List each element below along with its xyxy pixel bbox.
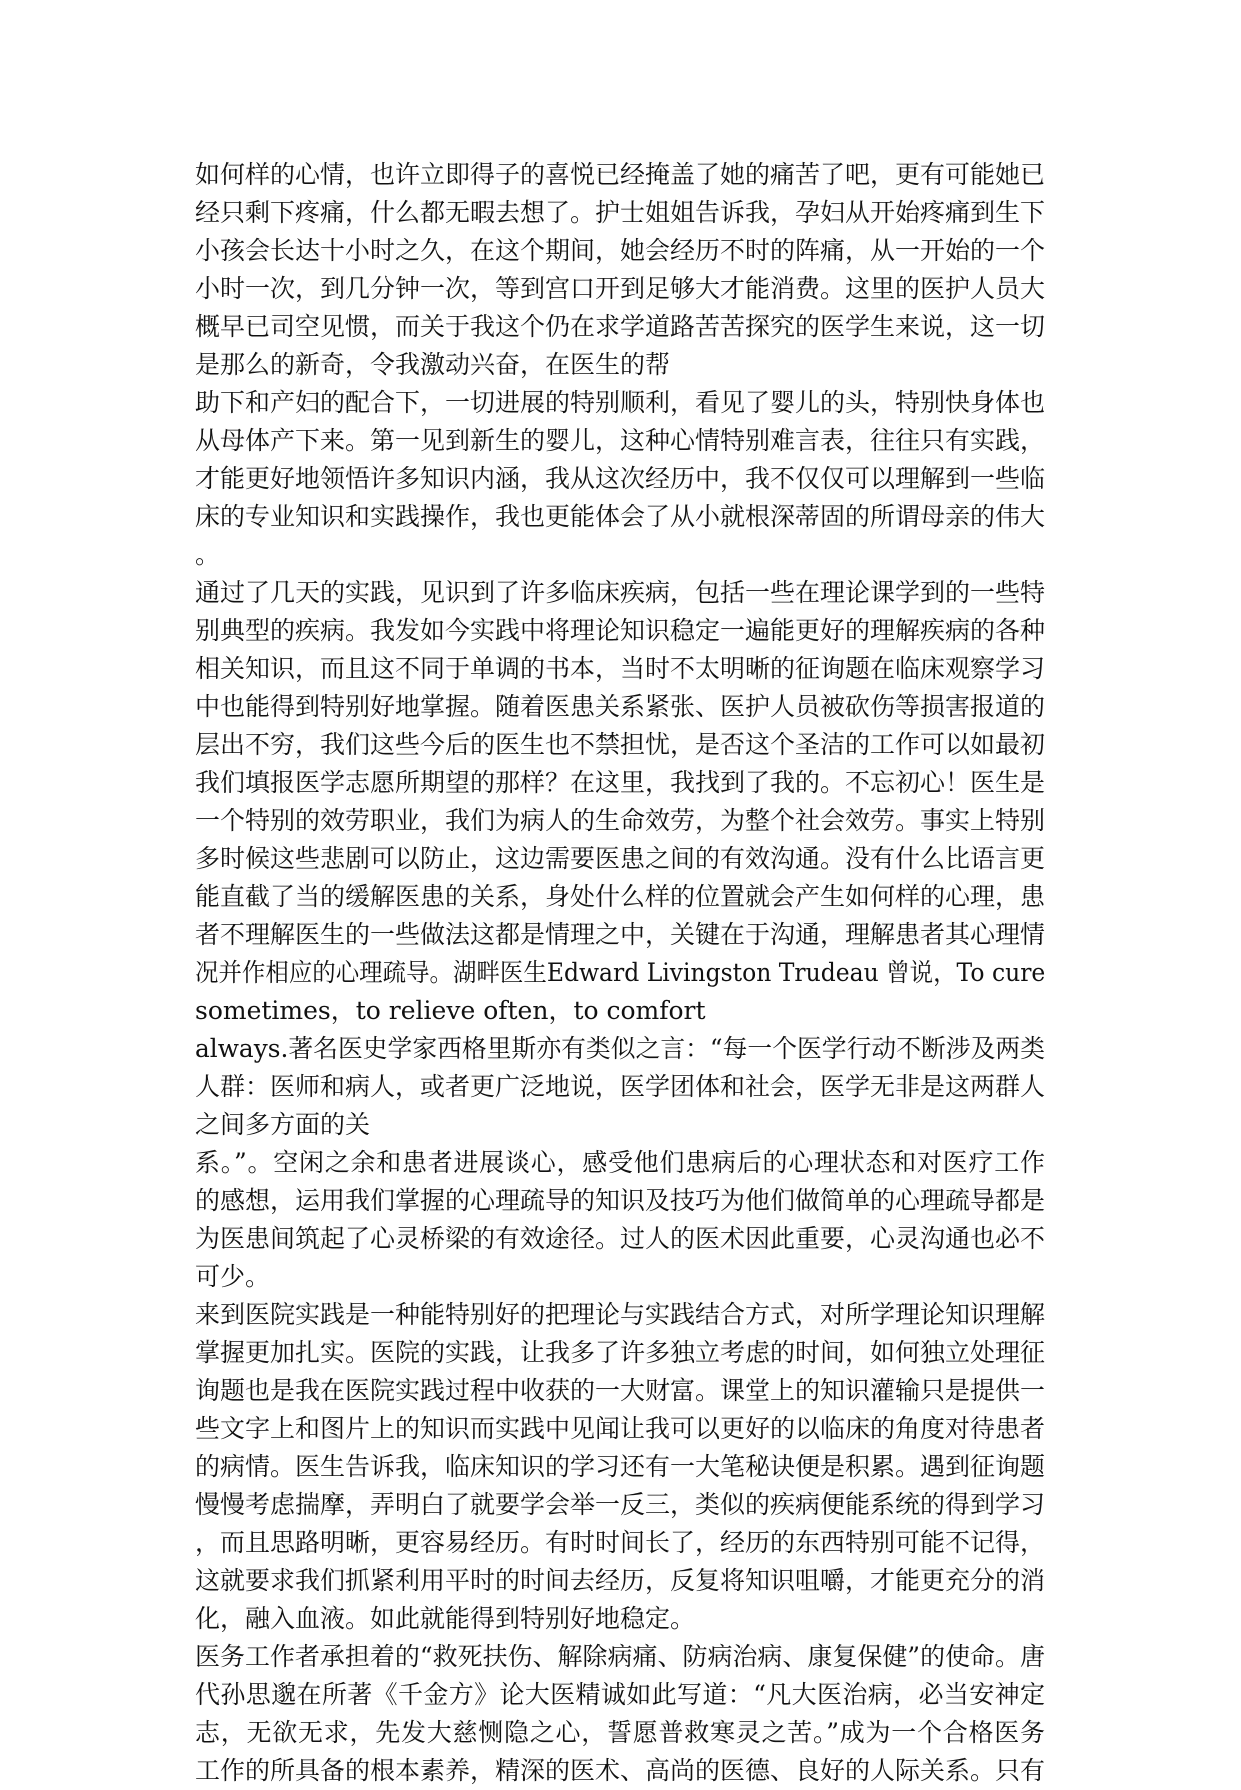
text-line: 是那么的新奇，令我激动兴奋，在医生的帮	[195, 350, 671, 379]
text-line: 掌握更加扎实。医院的实践，让我多了许多独立考虑的时间，如何独立处理征	[195, 1338, 1046, 1367]
text-line: 慢慢考虑揣摩，弄明白了就要学会举一反三，类似的疾病便能系统的得到学习	[195, 1490, 1046, 1519]
text-line: 一个特别的效劳职业，我们为病人的生命效劳，为整个社会效劳。事实上特别	[195, 806, 1046, 835]
text-line: 通过了几天的实践，见识到了许多临床疾病，包括一些在理论课学到的一些特	[195, 578, 1046, 607]
text-line: 志，无欲无求，先发大慈恻隐之心，誓愿普救寒灵之苦。”成为一个合格医务	[195, 1718, 1045, 1747]
text-line: 从母体产下来。第一见到新生的婴儿，这种心情特别难言表，往往只有实践，	[195, 426, 1046, 455]
text-line: 代孙思邈在所著《千金方》论大医精诚如此写道：“凡大医治病，必当安神定	[195, 1680, 1045, 1709]
text-line: 者不理解医生的一些做法这都是情理之中，关键在于沟通，理解患者其心理情	[195, 920, 1046, 949]
text-line: 这就要求我们抓紧利用平时的时间去经历，反复将知识咀嚼，才能更充分的消	[195, 1566, 1046, 1595]
text-line: 经只剩下疼痛，什么都无暇去想了。护士姐姐告诉我，孕妇从开始疼痛到生下	[195, 198, 1046, 227]
text-line: 工作的所具备的根本素养，精深的医术、高尚的医德、良好的人际关系。只有	[195, 1756, 1046, 1785]
text-line: 别典型的疾病。我发如今实践中将理论知识稳定一遍能更好的理解疾病的各种	[195, 616, 1046, 645]
text-line: 化，融入血液。如此就能得到特别好地稳定。	[195, 1604, 696, 1633]
text-line: 医务工作者承担着的“救死扶伤、解除病痛、防病治病、康复保健”的使命。唐	[195, 1642, 1045, 1671]
text-line: 助下和产妇的配合下，一切进展的特别顺利，看见了婴儿的头，特别快身体也	[195, 388, 1046, 417]
text-line: 况并作相应的心理疏导。湖畔医生Edward Livingston Trudeau 曾说，To cure	[195, 958, 1046, 987]
text-line: 之间多方面的关	[195, 1110, 371, 1139]
text-line: 床的专业知识和实践操作，我也更能体会了从小就根深蒂固的所谓母亲的伟大	[195, 502, 1046, 531]
text-line: 可少。	[195, 1262, 271, 1291]
text-line: 的病情。医生告诉我，临床知识的学习还有一大笔秘诀便是积累。遇到征询题	[195, 1452, 1046, 1481]
text-line: 相关知识，而且这不同于单调的书本，当时不太明晰的征询题在临床观察学习	[195, 654, 1046, 683]
text-line: 小时一次，到几分钟一次，等到宫口开到足够大才能消费。这里的医护人员大	[195, 274, 1046, 303]
text-line: 的感想，运用我们掌握的心理疏导的知识及技巧为他们做简单的心理疏导都是	[195, 1186, 1046, 1215]
text-line: 人群：医师和病人，或者更广泛地说，医学团体和社会，医学无非是这两群人	[195, 1072, 1046, 1101]
text-line: 才能更好地领悟许多知识内涵，我从这次经历中，我不仅仅可以理解到一些临	[195, 464, 1046, 493]
text-line: 些文字上和图片上的知识而实践中见闻让我可以更好的以临床的角度对待患者	[195, 1414, 1046, 1443]
text-line: 层出不穷，我们这些今后的医生也不禁担忧，是否这个圣洁的工作可以如最初	[195, 730, 1046, 759]
text-line: 。	[195, 540, 221, 569]
text-line: 概早已司空见惯，而关于我这个仍在求学道路苦苦探究的医学生来说，这一切	[195, 312, 1046, 341]
document-body	[195, 156, 1045, 1790]
text-line: 小孩会长达十小时之久，在这个期间，她会经历不时的阵痛，从一开始的一个	[195, 236, 1046, 265]
text-line: 询题也是我在医院实践过程中收获的一大财富。课堂上的知识灌输只是提供一	[195, 1376, 1046, 1405]
text-line: 我们填报医学志愿所期望的那样？在这里，我找到了我的。不忘初心！医生是	[195, 768, 1046, 797]
text-line: 为医患间筑起了心灵桥梁的有效途径。过人的医术因此重要，心灵沟通也必不	[195, 1224, 1046, 1253]
text-line: 来到医院实践是一种能特别好的把理论与实践结合方式，对所学理论知识理解	[195, 1300, 1046, 1329]
text-line: 多时候这些悲剧可以防止，这边需要医患之间的有效沟通。没有什么比语言更	[195, 844, 1046, 873]
text-line: always.著名医史学家西格里斯亦有类似之言：“每一个医学行动不断涉及两类	[195, 1034, 1045, 1063]
text-line: 如何样的心情，也许立即得子的喜悦已经掩盖了她的痛苦了吧，更有可能她已	[195, 160, 1046, 189]
text-line: 中也能得到特别好地掌握。随着医患关系紧张、医护人员被砍伤等损害报道的	[195, 692, 1046, 721]
text-line: 系。”。空闲之余和患者进展谈心，感受他们患病后的心理状态和对医疗工作	[195, 1148, 1045, 1177]
text-line: ，而且思路明晰，更容易经历。有时时间长了，经历的东西特别可能不记得，	[195, 1528, 1046, 1557]
text-line: 能直截了当的缓解医患的关系，身处什么样的位置就会产生如何样的心理，患	[195, 882, 1046, 911]
text-line: sometimes，to relieve often，to comfort	[195, 996, 706, 1025]
